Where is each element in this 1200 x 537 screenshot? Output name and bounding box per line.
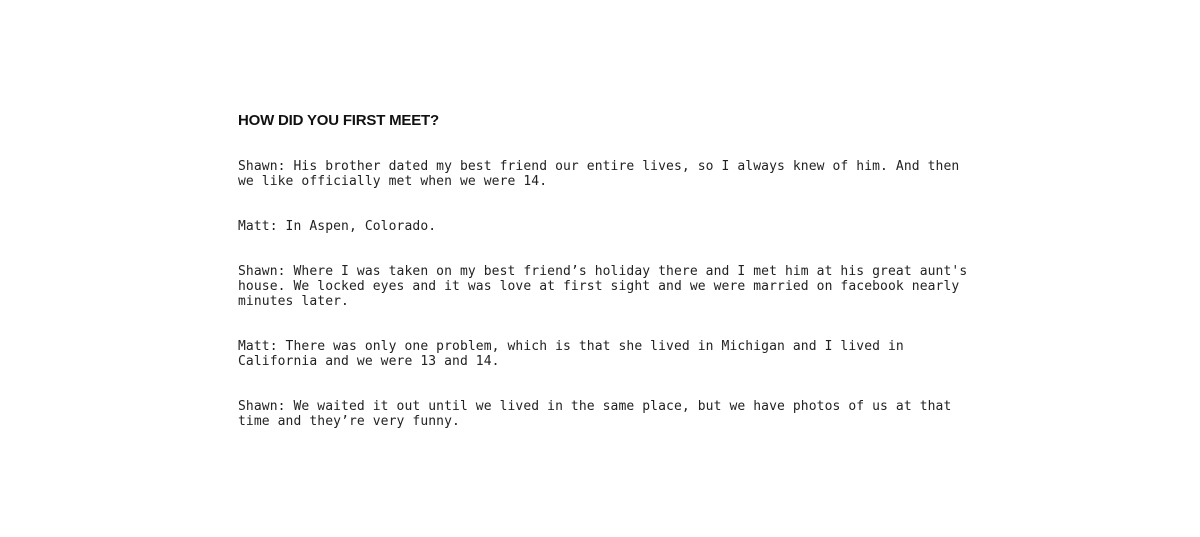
answer-paragraph: Shawn: Where I was taken on my best friend’s holiday there and I met him at his great aunt's house. We locked eyes and it was love at first sight and we were married on facebook nearly minutes later. — [238, 264, 968, 309]
interview-answers — [238, 159, 968, 429]
answer-paragraph: Shawn: We waited it out until we lived in the same place, but we have photos of us at that time and they’re very funny. — [238, 399, 952, 429]
article — [238, 112, 968, 429]
answer-paragraph: Matt: In Aspen, Colorado. — [238, 219, 437, 234]
answer-paragraph: Matt: There was only one problem, which is that she lived in Michigan and I lived in California and we were 13 and 14. — [238, 339, 904, 369]
section-heading: HOW DID YOU FIRST MEET? — [238, 112, 439, 129]
answer-paragraph: Shawn: His brother dated my best friend our entire lives, so I always knew of him. And then we like officially met when we were 14. — [238, 159, 960, 189]
